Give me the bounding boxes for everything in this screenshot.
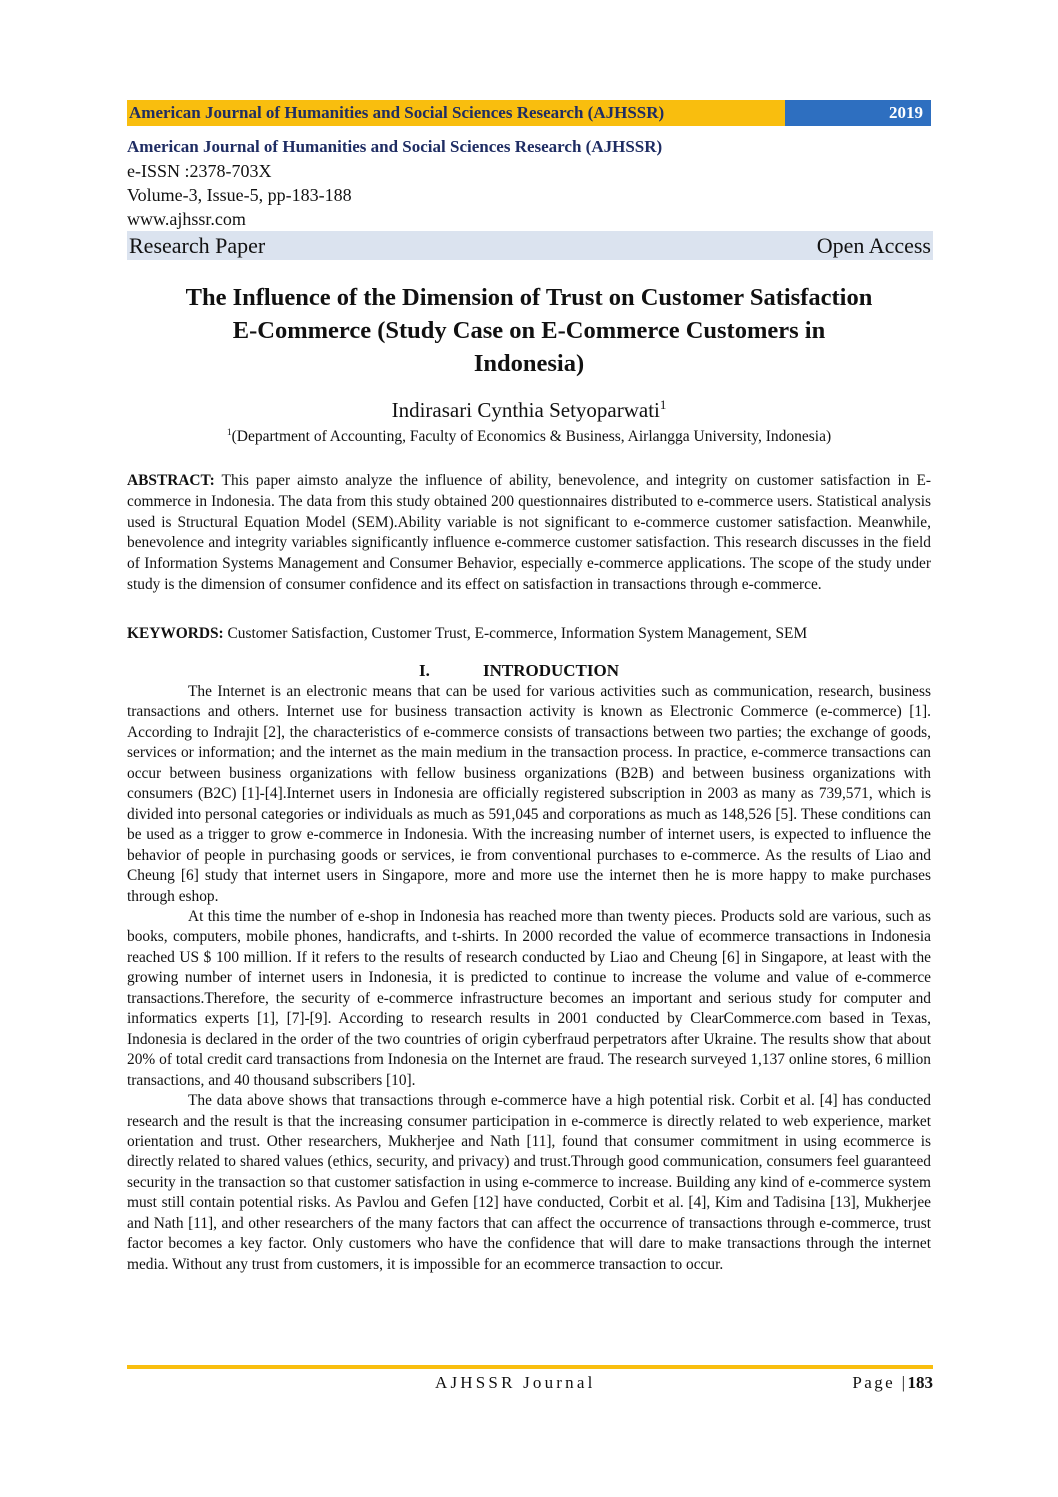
section-number: I. [419, 661, 430, 680]
paragraph: The Internet is an electronic means that can be used for various activities such as communication, research, business transactions and others. Internet use for business transaction activity is known as Electronic Commerce (e-commerce) [1]. According to Indrajit [2], the characteristics of e-commerce consists of transactions between two parties; the exchange of goods, services or information; and the internet as the main medium in the transaction process. In practice, e-commerce transactions can occur between business organizations with fellow business organizations (B2B) and between business organizations with consumers (B2C) [1]-[4].Internet users in Indonesia are officially registered subscription in 2003 as many as 739,571, which is divided into personal categories or individuals as much as 591,045 and corporations as much as 148,526 [5]. These conditions can be used as a trigger to grow e-commerce in Indonesia. With the increasing number of internet users, is expected to influence the behavior of people in purchasing goods or services, ie from conventional purchases to e-commerce. As the results of Liao and Cheung [6] study that internet users in Singapore, more and more use the internet then he is more happy to make purchases through eshop. [127, 683, 931, 905]
access-type: Open Access [816, 232, 931, 258]
author-name: Indirasari Cynthia Setyoparwati [391, 398, 660, 422]
journal-eissn: e-ISSN :2378-703X [127, 161, 272, 181]
journal-website: www.ajhssr.com [127, 209, 246, 229]
footer-page-number: 183 [907, 1373, 933, 1392]
running-header-journal: American Journal of Humanities and Social Sciences Research (AJHSSR) [127, 100, 785, 126]
affiliation-text: (Department of Accounting, Faculty of Economics & Business, Airlangga University, Indonesia) [231, 428, 832, 445]
introduction-body [127, 682, 931, 1275]
paper-title [127, 281, 931, 380]
paragraph: The data above shows that transactions through e-commerce have a high potential risk. Corbit et al. [4] has conducted research and the result is that the increasing consumer participation in e-commerce is directly related to web experience, market orientation and trust. Other researchers, Mukherjee and Nath [11], found that consumer commitment in using ecommerce is directly related to shared values (ethics, security, and privacy) and trust.Through good communication, consumers feel guaranteed security in the transaction so that customer satisfaction in using e-commerce to increase. Building any kind of e-commerce system must still contain potential risks. As Pavlou and Gefen [12] have conducted, Corbit et al. [4], Kim and Tadisina [13], Mukherjee and Nath [11], and other researchers of the many factors that can affect the occurrence of transactions through e-commerce, trust factor becomes a key factor. Only customers who have the confidence that will dare to make transactions through the internet media. Without any trust from customers, it is impossible for an ecommerce transaction to occur. [127, 1092, 931, 1273]
title-line: Indonesia) [473, 350, 585, 377]
affiliation-sup: 1 [226, 426, 232, 438]
journal-info [127, 135, 931, 231]
footer-page-label: Page | [852, 1373, 908, 1392]
title-line: E-Commerce (Study Case on E-Commerce Customers in [232, 317, 826, 344]
paper-type-bar [127, 231, 933, 260]
page-footer [127, 1373, 933, 1397]
section-title: INTRODUCTION [483, 661, 620, 680]
footer-rule [127, 1365, 933, 1369]
paper-type: Research Paper [129, 232, 266, 258]
title-line: The Influence of the Dimension of Trust on Customer Satisfaction [185, 284, 873, 311]
journal-volume: Volume-3, Issue-5, pp-183-188 [127, 185, 352, 205]
abstract-label: ABSTRACT: [127, 472, 215, 489]
keywords [127, 623, 931, 644]
abstract [127, 471, 931, 596]
author [127, 398, 931, 423]
running-header-year: 2019 [785, 100, 931, 126]
keywords-label: KEYWORDS: [127, 625, 224, 642]
footer-page [852, 1373, 933, 1393]
footer-journal: AJHSSR Journal [435, 1373, 596, 1392]
author-sup: 1 [659, 397, 667, 412]
affiliation [127, 428, 931, 446]
abstract-text: This paper aimsto analyze the influence of ability, benevolence, and integrity on customer satisfaction in E-commerce in Indonesia. The data from this study obtained 200 questionnaires distributed to e-commerce users. Statistical analysis used is Structural Equation Model (SEM).Ability variable is not significant to e-commerce customer satisfaction. Meanwhile, benevolence and integrity variables significantly influence e-commerce customer satisfaction. This research discusses in the field of Information Systems Management and Consumer Behavior, especially e-commerce applications. The scope of the study under study is the dimension of consumer confidence and its effect on satisfaction in transactions through e-commerce. [127, 472, 931, 593]
running-header [127, 100, 931, 126]
journal-name: American Journal of Humanities and Social Sciences Research (AJHSSR) [127, 137, 663, 156]
paragraph: At this time the number of e-shop in Indonesia has reached more than twenty pieces. Products sold are various, such as books, computers, mobile phones, handicrafts, and t-shirts. In 2000 recorded the value of ecommerce transactions in Indonesia reached US $ 100 million. If it refers to the results of research conducted by Liao and Cheung [6] in Singapore, at least with the growing number of internet users in Indonesia, it is predicted to continue to increase the volume and value of e-commerce transactions.Therefore, the security of e-commerce infrastructure becomes an important and serious study for computer and informatics experts [1], [7]-[9]. According to research results in 2001 conducted by ClearCommerce.com based in Texas, Indonesia is declared in the order of the two countries of origin cyberfraud perpetrators after Ukraine. The results show that about 20% of total credit card transactions from Indonesia on the Internet are fraud. The research surveyed 1,137 online stores, 6 million transactions, and 40 thousand subscribers [10]. [127, 907, 931, 1089]
keywords-text: Customer Satisfaction, Customer Trust, E-commerce, Information System Management, SEM [227, 625, 808, 642]
